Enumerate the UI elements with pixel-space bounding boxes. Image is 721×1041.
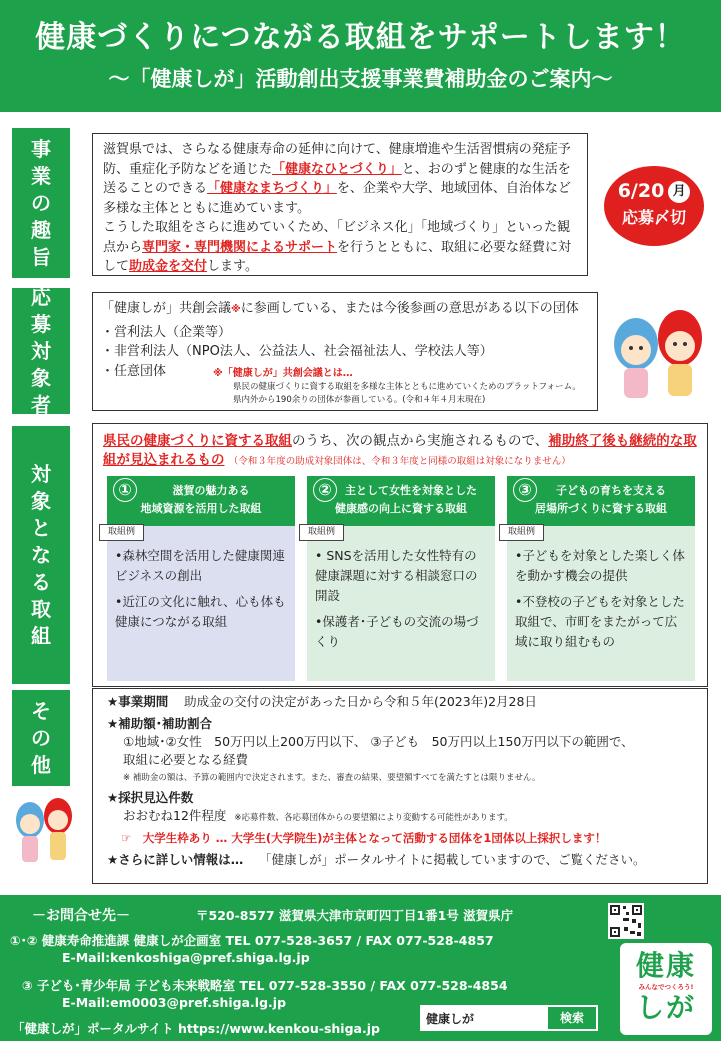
- eligibility-item: ・営利法人（企業等）: [101, 325, 232, 340]
- qr-code-icon[interactable]: [608, 903, 644, 939]
- search-button[interactable]: 検索: [548, 1007, 596, 1029]
- eligibility-box: [92, 292, 598, 411]
- amount-label: ★補助額･補助割合: [107, 716, 212, 731]
- contact-mail-2[interactable]: E-Mail:em0003@pref.shiga.lg.jp: [62, 995, 287, 1010]
- page-subtitle: ～「健康しが」活動創出支援事業費補助金のご案内～: [108, 67, 613, 91]
- portal-search: [420, 1005, 598, 1031]
- highlight-grant: 助成金を交付: [129, 259, 208, 274]
- example-item: •近江の文化に触れ、心も体も健康につながる取組: [115, 594, 286, 629]
- deadline-label: 応募〆切: [621, 208, 686, 227]
- card-number: ③: [513, 478, 537, 502]
- activities-box: [92, 423, 708, 687]
- eligibility-intro: 「健康しが」共創会議※に参画している、または今後参画の意思がある以下の団体: [101, 301, 579, 316]
- amount-line: 取組に必要となる経費: [123, 752, 249, 767]
- example-tag: 取組例: [499, 524, 544, 541]
- eligibility-item: ・任意団体: [101, 364, 167, 379]
- deadline-date: 6/20: [617, 180, 665, 202]
- activity-card-women: ② 主として女性を対象とした 健康感の向上に資する取組 取組例 • SNSを活用した女性特有の健康課題に対する相談窓口の開設 •保護者･子どもの交流の場づくり: [307, 476, 495, 681]
- mascot-illustration: [602, 300, 712, 410]
- purpose-box: 滋賀県では、さらなる健康寿命の延伸に向けて、健康増進や生活習慣病の発症予防、重症化予防などを通じた「健康なひとづくり」と、おのずと健康的な生活を送ることのできる「健康なまちづくり」を、企業や大学、地域団体、自治体など多様な主体とともに進めています。 こうした取組をさらに進めていくため、「ビジネス化」「地域づくり」といった観点から専門家・専門機関によるサポートを行うとともに、取組に必要な経費に対して助成金を交付します。: [92, 133, 588, 276]
- student-quota-note: ☞ 大学生枠あり … 大学生(大学院生)が主体となって活動する団体を1団体以上採択します！: [121, 831, 607, 845]
- section-label-purpose: 事業の趣旨: [12, 128, 70, 278]
- council-note-line: 県民の健康づくりに資する取組を多様な主体とともに進めていくためのプラットフォーム。: [233, 382, 581, 392]
- portal-link[interactable]: 「健康しが」ポータルサイト https://www.kenkou-shiga.jp: [12, 1021, 380, 1036]
- activity-cards: [107, 476, 695, 681]
- activity-card-children: ③ 子どもの育ちを支える 居場所づくりに資する取組 取組例 •子どもを対象とした楽しく体を動かす機会の提供 •不登校の子どもを対象とした取組で、市町をまたがって広域に取り組むもの: [507, 476, 695, 681]
- example-item: •不登校の子どもを対象とした取組で、市町をまたがって広域に取り組むもの: [515, 594, 685, 649]
- example-item: • SNSを活用した女性特有の健康課題に対する相談窓口の開設: [315, 548, 478, 603]
- card-number: ①: [113, 478, 137, 502]
- contact-dept-2: ③ 子ども･青少年局 子ども未来戦略室 TEL 077-528-3550 / FAX 077-528-4854: [22, 978, 508, 993]
- info-row: ★さらに詳しい情報は… 「健康しが」ポータルサイトに掲載していますので、ご覧ください。: [107, 852, 646, 867]
- other-info-box: [92, 688, 708, 884]
- example-tag: 取組例: [99, 524, 144, 541]
- header-banner: [0, 0, 721, 112]
- example-item: •保護者･子どもの交流の場づくり: [315, 614, 479, 649]
- footer-contact: [0, 895, 721, 1041]
- contact-title: －お問合せ先－: [32, 908, 130, 924]
- section-label-activities: 対象となる取組: [12, 426, 70, 684]
- activity-card-local: ① 滋賀の魅力ある 地域資源を活用した取組 取組例 •森林空間を活用した健康関連ビジネスの創出 •近江の文化に触れ、心も体も健康につながる取組: [107, 476, 295, 681]
- council-note-title: ※「健康しが」共創会議とは…: [213, 368, 353, 379]
- contact-mail-1[interactable]: E-Mail:kenkoshiga@pref.shiga.lg.jp: [62, 950, 310, 965]
- page-title: 健康づくりにつながる取組をサポートします！: [35, 20, 686, 55]
- example-tag: 取組例: [299, 524, 344, 541]
- contact-dept-1: ①･② 健康寿命推進課 健康しが企画室 TEL 077-528-3657 / FAX 077-528-4857: [10, 933, 494, 948]
- deadline-day: 月: [668, 181, 690, 203]
- activities-lead: 県民の健康づくりに資する取組のうち、次の観点から実施されるもので、補助終了後も継続的な取組が見込まれるもの （令和３年度の助成対象団体は、令和３年度と同様の取組は対象になりません）: [103, 433, 697, 468]
- example-item: •森林空間を活用した健康関連ビジネスの創出: [115, 548, 285, 583]
- contact-address: 〒520-8577 滋賀県大津市京町四丁目1番1号 滋賀県庁: [196, 908, 514, 923]
- highlight-expert-support: 専門家・専門機関によるサポート: [142, 239, 338, 255]
- amount-note: ※ 補助金の額は、予算の範囲内で決定されます。また、審査の結果、要望額すべてを満たすとは限りません。: [123, 773, 541, 783]
- council-note-line: 県内外から190余りの団体が参画している。(令和４年４月末現在): [233, 395, 486, 405]
- section-label-target: 応募対象者: [12, 288, 70, 414]
- card-number: ②: [313, 478, 337, 502]
- mascot-small-illustration: [8, 790, 78, 882]
- example-item: •子どもを対象とした楽しく体を動かす機会の提供: [515, 548, 685, 583]
- kenkou-shiga-logo: 健康 みんなでつくろう! しが: [620, 943, 712, 1035]
- eligibility-item: ・非営利法人（NPO法人、公益法人、社会福祉法人、学校法人等）: [101, 344, 493, 359]
- amount-line: ①地域･②女性 50万円以上200万円以下、 ③子ども 50万円以上150万円以下の範囲で、: [123, 734, 634, 749]
- highlight-healthy-town: 「健康なまちづくり」: [207, 181, 337, 196]
- section-label-other: その他: [12, 690, 70, 786]
- search-input[interactable]: [422, 1007, 548, 1029]
- highlight-healthy-people: 「健康なひとづくり」: [272, 161, 402, 177]
- count-label: ★採択見込件数: [107, 790, 194, 805]
- period-row: ★事業期間 助成金の交付の決定があった日から令和５年(2023年)2月28日: [107, 694, 537, 709]
- count-row: おおむね12件程度 ※応募件数、各応募団体からの要望額により変動する可能性があります。: [123, 808, 513, 823]
- deadline-badge: [604, 166, 704, 246]
